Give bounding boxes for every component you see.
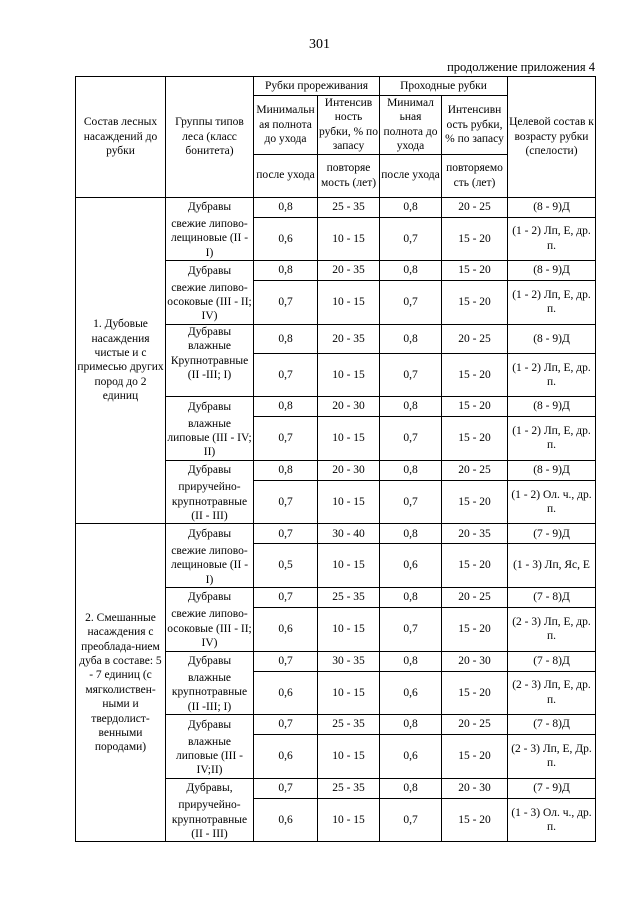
intensity-thinning-cell: 25 - 35: [318, 778, 380, 798]
min-density-thinning-cell: 0,7: [254, 778, 318, 798]
target-composition-cell: (7 - 9)Д: [508, 524, 596, 544]
target-composition-cell: (1 - 3) Лп, Яс, Е: [508, 544, 596, 588]
min-density-passage-cell: 0,8: [380, 324, 442, 353]
intensity-thinning-cell: 10 - 15: [318, 417, 380, 461]
forest-type-name-bottom: свежие липово-осоковые (III - II; IV): [167, 608, 252, 650]
forest-type-name-top: Дубравы: [166, 524, 254, 544]
table-row: [76, 524, 596, 544]
continuation-note: продолжение приложения 4: [447, 60, 595, 74]
intensity-thinning-cell: 10 - 15: [318, 480, 380, 524]
intensity-passage-cell: 15 - 20: [442, 281, 508, 325]
intensity-passage-cell: 20 - 30: [442, 651, 508, 671]
min-density-passage-cell: 0,8: [380, 715, 442, 735]
intensity-passage-cell: 15 - 20: [442, 480, 508, 524]
min-density-thinning-cell: 0,7: [254, 354, 318, 397]
min-density-passage-cell: 0,8: [380, 261, 442, 281]
intensity-passage-cell: 20 - 30: [442, 778, 508, 798]
target-composition-cell: (7 - 8)Д: [508, 587, 596, 607]
table-row: [76, 197, 596, 217]
min-density-passage-cell: 0,8: [380, 524, 442, 544]
header-after-care-thinning: после ухода: [254, 154, 318, 197]
target-composition-cell: (2 - 3) Лп, Е, Др. п.: [508, 735, 596, 779]
min-density-thinning-cell: 0,8: [254, 261, 318, 281]
min-density-passage-cell: 0,6: [380, 671, 442, 715]
intensity-passage-cell: 20 - 25: [442, 715, 508, 735]
intensity-passage-cell: 15 - 20: [442, 798, 508, 842]
forest-type-name-top: Дубравы: [166, 587, 254, 607]
intensity-thinning-cell: 10 - 15: [318, 798, 380, 842]
min-density-thinning-cell: 0,6: [254, 735, 318, 779]
forest-type-name-top: Дубравы: [166, 261, 254, 281]
forest-type-name-top: Дубравы,: [166, 778, 254, 798]
target-composition-cell: (8 - 9)Д: [508, 197, 596, 217]
intensity-passage-cell: 20 - 35: [442, 524, 508, 544]
intensity-thinning-cell: 25 - 35: [318, 715, 380, 735]
intensity-passage-cell: 15 - 20: [442, 671, 508, 715]
intensity-thinning-cell: 10 - 15: [318, 607, 380, 651]
target-composition-cell: (7 - 9)Д: [508, 778, 596, 798]
intensity-thinning-cell: 20 - 30: [318, 460, 380, 480]
target-composition-cell: (7 - 8)Д: [508, 651, 596, 671]
min-density-thinning-cell: 0,6: [254, 607, 318, 651]
target-composition-cell: (2 - 3) Лп, Е, др. п.: [508, 671, 596, 715]
target-composition-cell: (1 - 2) Лп, Е, др. п.: [508, 217, 596, 261]
min-density-passage-cell: 0,7: [380, 281, 442, 325]
intensity-passage-cell: 15 - 20: [442, 607, 508, 651]
min-density-thinning-cell: 0,8: [254, 197, 318, 217]
forest-type-name-bottom: свежие липово-лещиновые (II - I): [166, 217, 254, 261]
intensity-passage-cell: 15 - 20: [442, 417, 508, 461]
min-density-thinning-cell: 0,6: [254, 217, 318, 261]
min-density-passage-cell: 0,8: [380, 197, 442, 217]
intensity-passage-cell: 20 - 25: [442, 587, 508, 607]
forest-type-name-bottom: приручейно-крупнотравные (II - III): [166, 798, 254, 842]
intensity-passage-cell: 15 - 20: [442, 397, 508, 417]
intensity-thinning-cell: 10 - 15: [318, 281, 380, 325]
intensity-passage-cell: 15 - 20: [442, 544, 508, 588]
target-composition-cell: (1 - 3) Ол. ч., др. п.: [508, 798, 596, 842]
intensity-thinning-cell: 20 - 35: [318, 261, 380, 281]
min-density-thinning-cell: 0,7: [254, 281, 318, 325]
min-density-passage-cell: 0,7: [380, 354, 442, 397]
target-composition-cell: (1 - 2) Лп, Е, др. п.: [508, 417, 596, 461]
min-density-thinning-cell: 0,8: [254, 324, 318, 353]
min-density-thinning-cell: 0,7: [254, 715, 318, 735]
forest-type-name-bottom: Крупнотравные (II -III; I): [166, 354, 254, 397]
min-density-passage-cell: 0,8: [380, 651, 442, 671]
header-passage-cutting: Проходные рубки: [380, 77, 508, 96]
forest-type-name-top: Дубравы: [166, 651, 254, 671]
intensity-thinning-cell: 25 - 35: [318, 587, 380, 607]
intensity-thinning-cell: 10 - 15: [318, 354, 380, 397]
min-density-thinning-cell: 0,6: [254, 671, 318, 715]
intensity-passage-cell: 20 - 25: [442, 460, 508, 480]
min-density-passage-cell: 0,6: [380, 735, 442, 779]
min-density-thinning-cell: 0,7: [254, 524, 318, 544]
target-composition-cell: (1 - 2) Лп, Е, др. п.: [508, 281, 596, 325]
forest-type-name-bottom: свежие липово-осоковые (III - II; IV): [167, 281, 252, 323]
intensity-thinning-cell: 20 - 35: [318, 324, 380, 353]
forest-type-name-top: Дубравы влажные: [166, 324, 254, 353]
header-after-care-passage: после ухода: [380, 154, 442, 197]
intensity-passage-cell: 20 - 25: [442, 324, 508, 353]
min-density-thinning-cell: 0,8: [254, 460, 318, 480]
target-composition-cell: (8 - 9)Д: [508, 261, 596, 281]
target-composition-cell: (2 - 3) Лп, Е, др. п.: [508, 607, 596, 651]
header-thinning: Рубки прореживания: [254, 77, 380, 96]
header-composition: Состав лесных насаждений до рубки: [76, 77, 166, 198]
min-density-thinning-cell: 0,7: [254, 417, 318, 461]
forest-type-name-top: Дубравы: [166, 397, 254, 417]
target-composition-cell: (7 - 8)Д: [508, 715, 596, 735]
intensity-passage-cell: 15 - 20: [442, 217, 508, 261]
intensity-thinning-cell: 25 - 35: [318, 197, 380, 217]
header-min-density-thinning: Минимальн ая полнота до ухода: [254, 96, 318, 155]
intensity-thinning-cell: 10 - 15: [318, 217, 380, 261]
header-repeat-passage: повторяемо сть (лет): [442, 154, 508, 197]
min-density-passage-cell: 0,7: [380, 798, 442, 842]
target-composition-cell: (1 - 2) Ол. ч., др. п.: [508, 480, 596, 524]
header-target-composition: Целевой состав к возрасту рубки (спелости): [508, 77, 596, 198]
target-composition-cell: (1 - 2) Лп, Е, др. п.: [508, 354, 596, 397]
header-intensity-passage: Интенсивн ость рубки, % по запасу: [442, 96, 508, 155]
intensity-passage-cell: 15 - 20: [442, 261, 508, 281]
page-number: 301: [309, 37, 330, 52]
intensity-thinning-cell: 10 - 15: [318, 735, 380, 779]
forest-type-name-bottom: приручейно-крупнотравные (II - III): [166, 480, 254, 524]
table-body: [76, 197, 596, 842]
min-density-passage-cell: 0,8: [380, 587, 442, 607]
min-density-thinning-cell: 0,8: [254, 397, 318, 417]
intensity-thinning-cell: 30 - 35: [318, 651, 380, 671]
min-density-passage-cell: 0,7: [380, 217, 442, 261]
forest-type-name-top: Дубравы: [166, 460, 254, 480]
min-density-thinning-cell: 0,7: [254, 480, 318, 524]
forest-care-table: [75, 76, 596, 842]
header-intensity-thinning: Интенсив ность рубки, % по запасу: [319, 97, 378, 153]
min-density-passage-cell: 0,7: [380, 607, 442, 651]
target-composition-cell: (8 - 9)Д: [508, 324, 596, 353]
forest-type-name-bottom: влажные липовые (III - IV; II): [167, 417, 252, 459]
min-density-thinning-cell: 0,7: [254, 587, 318, 607]
intensity-passage-cell: 20 - 25: [442, 197, 508, 217]
intensity-thinning-cell: 10 - 15: [318, 544, 380, 588]
min-density-thinning-cell: 0,7: [254, 651, 318, 671]
intensity-passage-cell: 15 - 20: [442, 735, 508, 779]
forest-type-name-bottom: свежие липово-лещиновые (II - I): [166, 544, 254, 588]
min-density-passage-cell: 0,8: [380, 778, 442, 798]
table-header: [76, 77, 596, 198]
composition-cell: 1. Дубовые насаждения чистые и с примесью других пород до 2 единиц: [76, 197, 166, 524]
min-density-passage-cell: 0,7: [380, 417, 442, 461]
target-composition-cell: (8 - 9)Д: [508, 397, 596, 417]
header-repeat-thinning: повторяе мость (лет): [318, 154, 380, 197]
forest-type-name-top: Дубравы: [166, 715, 254, 735]
intensity-thinning-cell: 20 - 30: [318, 397, 380, 417]
intensity-thinning-cell: 30 - 40: [318, 524, 380, 544]
composition-cell: 2. Смешанные насаждения с преоблада-нием дуба в составе: 5 - 7 единиц (с мягколиствен-ными и твердолист-венными породами): [76, 524, 166, 842]
min-density-thinning-cell: 0,5: [254, 544, 318, 588]
min-density-passage-cell: 0,6: [380, 544, 442, 588]
forest-type-name-top: Дубравы: [166, 197, 254, 217]
min-density-passage-cell: 0,8: [380, 397, 442, 417]
header-min-density-passage: Минимал ьная полнота до ухода: [380, 96, 442, 155]
intensity-thinning-cell: 10 - 15: [318, 671, 380, 715]
intensity-passage-cell: 15 - 20: [442, 354, 508, 397]
header-forest-type-group: Группы типов леса (класс бонитета): [166, 77, 254, 198]
min-density-passage-cell: 0,8: [380, 460, 442, 480]
forest-type-name-bottom: влажные липовые (III - IV;II): [166, 735, 254, 779]
min-density-thinning-cell: 0,6: [254, 798, 318, 842]
min-density-passage-cell: 0,7: [380, 480, 442, 524]
target-composition-cell: (8 - 9)Д: [508, 460, 596, 480]
forest-type-name-bottom: влажные крупнотравные (II -III; I): [166, 671, 254, 715]
